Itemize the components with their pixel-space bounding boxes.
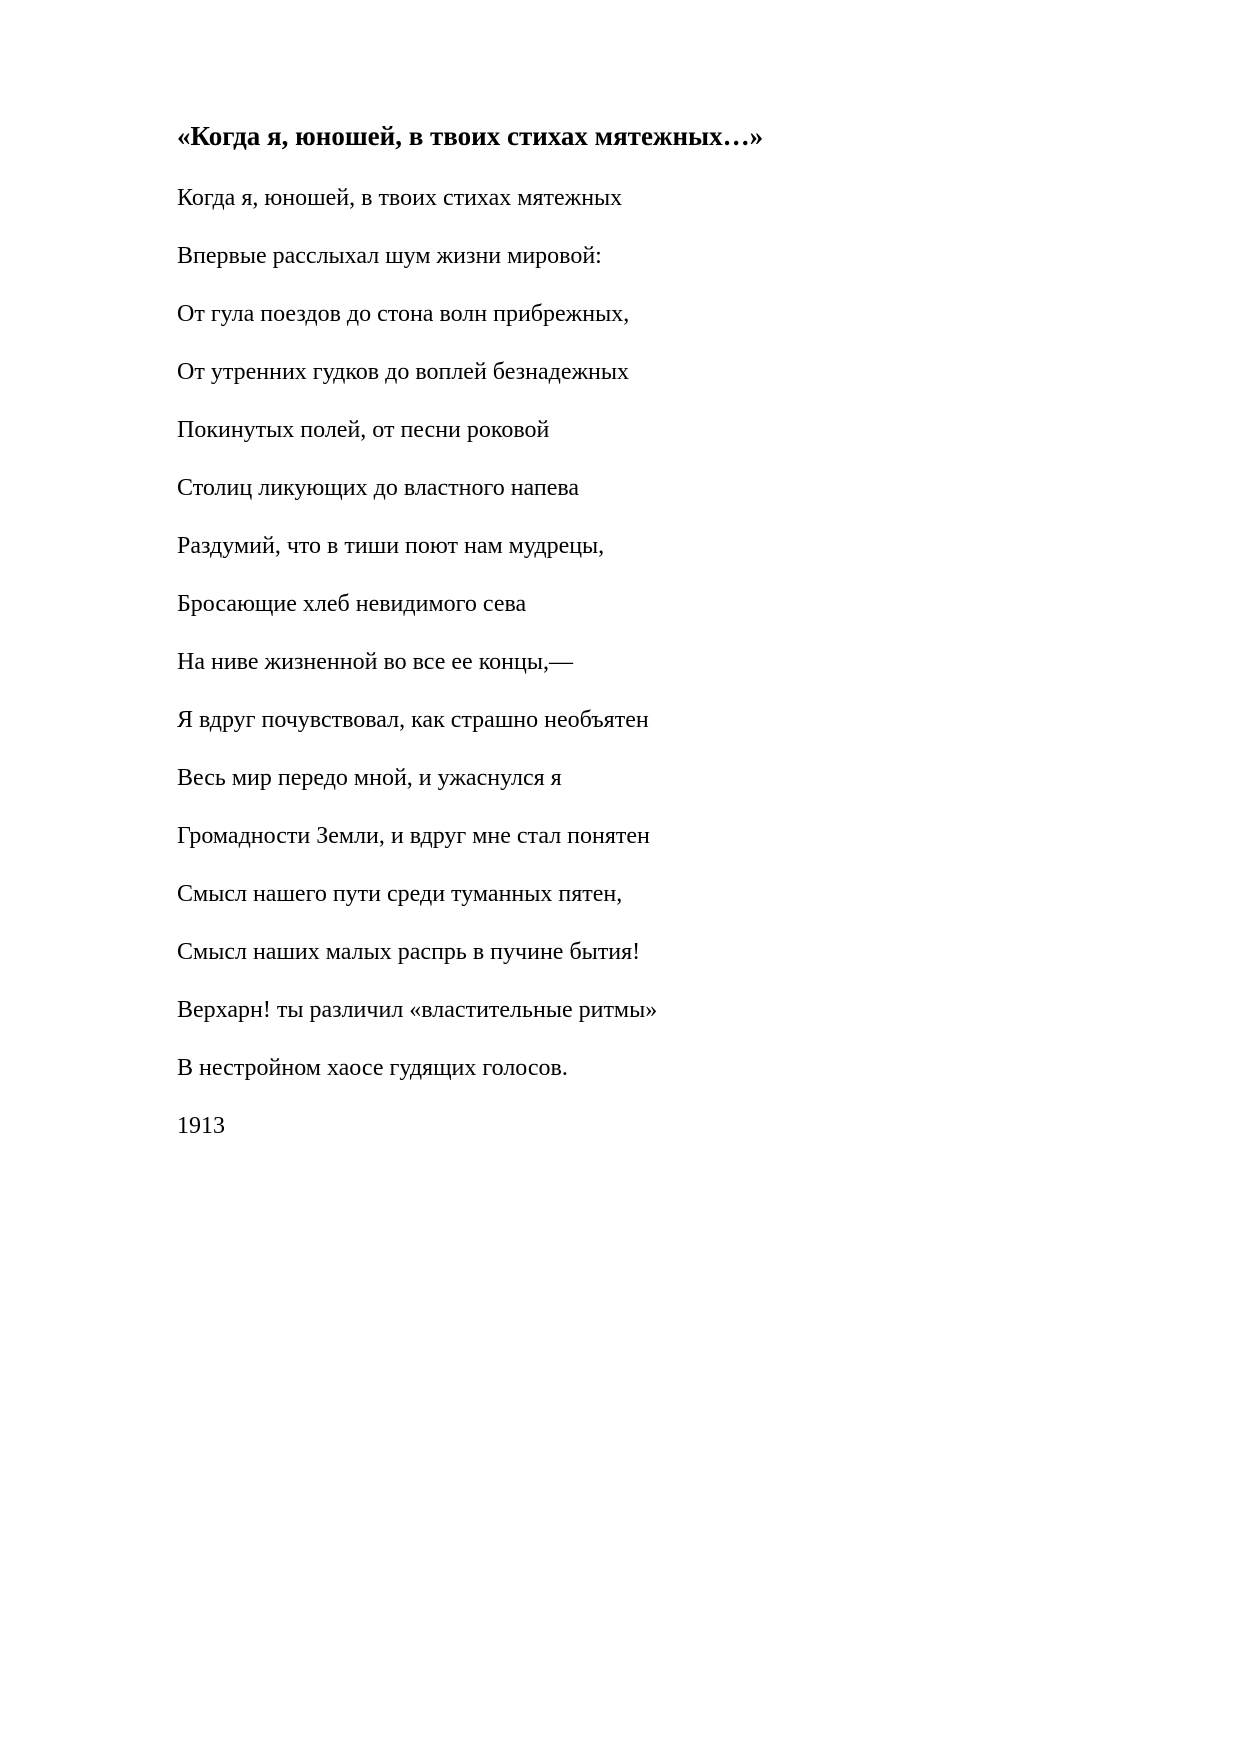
poem-line: В нестройном хаосе гудящих голосов.: [177, 1055, 568, 1081]
poem-line: Столиц ликующих до властного напева: [177, 475, 580, 501]
poem-line: От утренних гудков до воплей безнадежных: [177, 359, 630, 385]
poem-line: Раздумий, что в тиши поют нам мудрецы,: [177, 533, 605, 559]
poem-line: Покинутых полей, от песни роковой: [177, 417, 550, 443]
poem: [177, 116, 1077, 1155]
poem-title: «Когда я, юношей, в твоих стихах мятежных…»: [177, 121, 764, 151]
poem-line: Когда я, юношей, в твоих стихах мятежных: [177, 185, 623, 211]
poem-line: От гула поездов до стона волн прибрежных,: [177, 301, 630, 327]
poem-line: Верхарн! ты различил «властительные ритмы»: [177, 997, 658, 1023]
poem-line: Я вдруг почувствовал, как страшно необъятен: [177, 707, 649, 733]
poem-line: Смысл нашего пути среди туманных пятен,: [177, 881, 623, 907]
poem-line: Смысл наших малых распрь в пучине бытия!: [177, 939, 641, 965]
poem-line: Бросающие хлеб невидимого сева: [177, 591, 527, 617]
poem-line: Впервые расслыхал шум жизни мировой:: [177, 243, 602, 269]
poem-year: 1913: [177, 1113, 225, 1139]
poem-line: Весь мир передо мной, и ужаснулся я: [177, 765, 562, 791]
poem-lines: [177, 169, 1077, 1097]
poem-line: Громадности Земли, и вдруг мне стал понятен: [177, 823, 650, 849]
poem-line: На ниве жизненной во все ее концы,—: [177, 649, 573, 675]
